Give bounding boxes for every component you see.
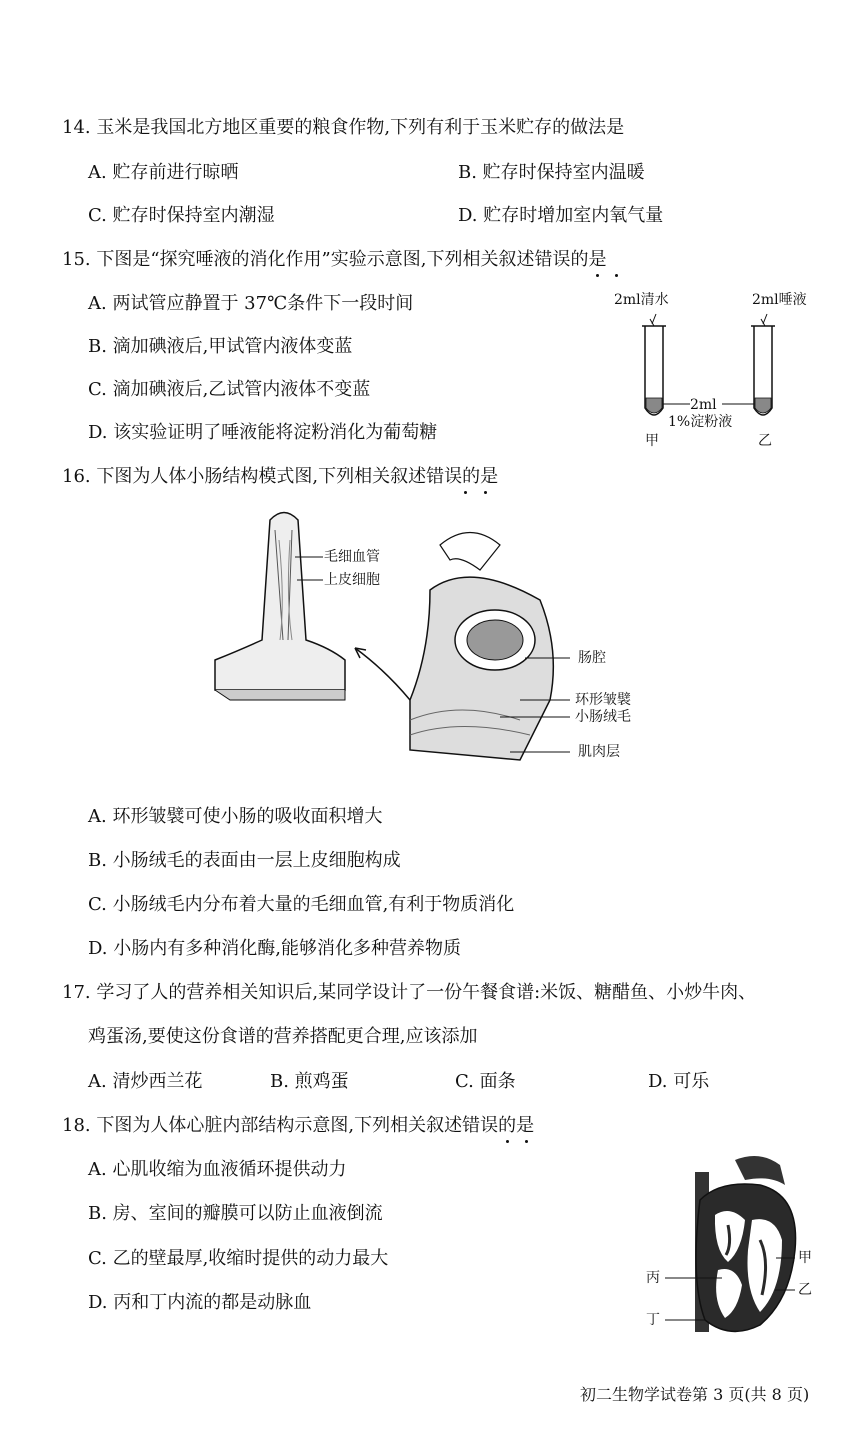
label-heart-jia: 甲	[798, 1250, 812, 1266]
label-heart-yi: 乙	[798, 1282, 812, 1298]
q16-option-b: B. 小肠绒毛的表面由一层上皮细胞构成	[88, 850, 401, 871]
q17-stem-line2: 鸡蛋汤,要使这份食谱的营养搭配更合理,应该添加	[88, 1026, 478, 1047]
q15-stem: 15. 下图是“探究唾液的消化作用”实验示意图,下列相关叙述错误的是	[62, 249, 607, 270]
label-capillary: 毛细血管	[324, 549, 380, 565]
q16-option-d: D. 小肠内有多种消化酶,能够消化多种营养物质	[88, 938, 461, 959]
q17-option-a: A. 清炒西兰花	[88, 1071, 203, 1092]
q17-option-c: C. 面条	[455, 1071, 516, 1092]
q18-option-c: C. 乙的壁最厚,收缩时提供的动力最大	[88, 1248, 389, 1269]
label-yi: 乙	[758, 433, 772, 449]
q16-stem: 16. 下图为人体小肠结构模式图,下列相关叙述错误的是	[62, 466, 499, 487]
q18-option-a: A. 心肌收缩为血液循环提供动力	[88, 1159, 347, 1180]
q14-option-c: C. 贮存时保持室内潮湿	[88, 205, 275, 226]
label-heart-ding: 丁	[646, 1312, 660, 1328]
label-water: 2ml清水	[614, 292, 669, 308]
q14-stem: 14. 玉米是我国北方地区重要的粮食作物,下列有利于玉米贮存的做法是	[62, 117, 625, 138]
label-muscle: 肌肉层	[578, 744, 620, 760]
label-jia: 甲	[645, 433, 659, 449]
q15-option-d: D. 该实验证明了唾液能将淀粉消化为葡萄糖	[88, 422, 438, 443]
q16-option-a: A. 环形皱襞可使小肠的吸收面积增大	[88, 806, 383, 827]
label-epithelial: 上皮细胞	[324, 572, 380, 588]
q14-option-d: D. 贮存时增加室内氧气量	[458, 205, 664, 226]
q14-option-b: B. 贮存时保持室内温暖	[458, 162, 645, 183]
q15-option-c: C. 滴加碘液后,乙试管内液体不变蓝	[88, 379, 371, 400]
q14-option-a: A. 贮存前进行晾晒	[88, 162, 239, 183]
q15-option-b: B. 滴加碘液后,甲试管内液体变蓝	[88, 336, 353, 357]
page-footer: 初二生物学试卷第 3 页(共 8 页)	[580, 1385, 810, 1404]
label-starch: 1%淀粉液	[668, 414, 733, 430]
label-saliva: 2ml唾液	[752, 292, 807, 308]
q18-option-d: D. 丙和丁内流的都是动脉血	[88, 1292, 312, 1313]
label-heart-bing: 丙	[646, 1270, 660, 1286]
label-lumen: 肠腔	[578, 650, 606, 666]
q16-option-c: C. 小肠绒毛内分布着大量的毛细血管,有利于物质消化	[88, 894, 515, 915]
label-villi: 小肠绒毛	[575, 709, 631, 725]
q17-option-b: B. 煎鸡蛋	[270, 1071, 349, 1092]
q17-stem-line1: 17. 学习了人的营养相关知识后,某同学设计了一份午餐食谱:米饭、糖醋鱼、小炒牛肉、	[62, 982, 757, 1003]
q15-option-a: A. 两试管应静置于 37℃条件下一段时间	[88, 293, 414, 314]
label-2ml: 2ml	[690, 397, 717, 413]
q18-option-b: B. 房、室间的瓣膜可以防止血液倒流	[88, 1203, 383, 1224]
q17-option-d: D. 可乐	[648, 1071, 710, 1092]
label-folds: 环形皱襞	[575, 692, 631, 708]
q18-stem: 18. 下图为人体心脏内部结构示意图,下列相关叙述错误的是	[62, 1115, 535, 1136]
